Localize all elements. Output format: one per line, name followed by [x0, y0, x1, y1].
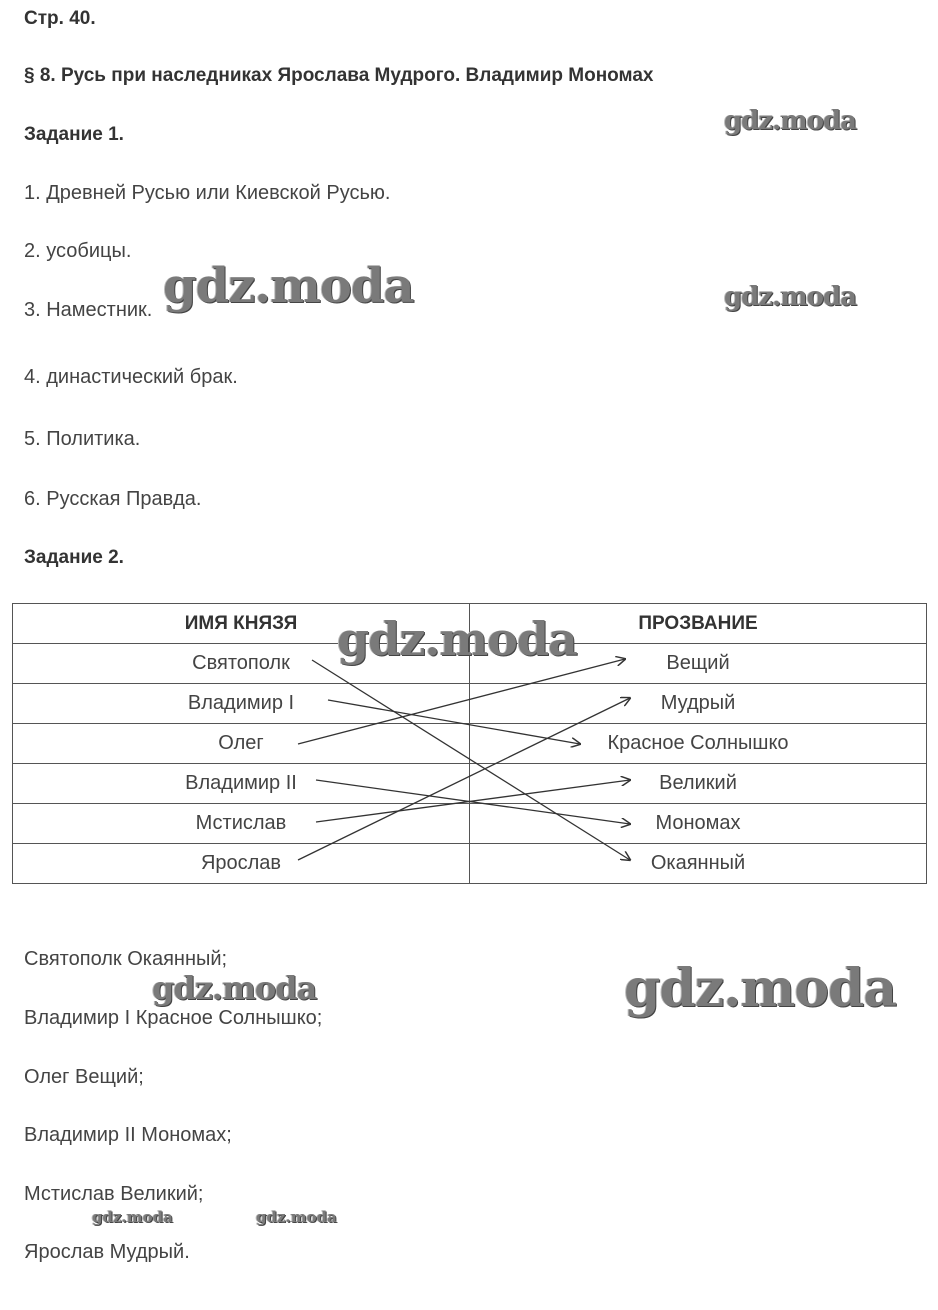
- task-1-answer-5: 5. Политика.: [24, 428, 141, 450]
- arrow-vladimir1-krasnoe-solnyshko: [328, 700, 580, 744]
- watermark: gdz.moda: [724, 282, 857, 312]
- task-1-title: Задание 1.: [24, 124, 124, 145]
- arrow-yaroslav-mudry: [298, 698, 630, 860]
- task-2-answer-2: Владимир I Красное Солнышко;: [24, 1007, 323, 1029]
- arrow-oleg-veshchy: [298, 659, 625, 744]
- task-2-answer-4: Владимир II Мономах;: [24, 1124, 232, 1146]
- prince-name: Святополк: [13, 644, 470, 684]
- prince-name: Владимир II: [13, 764, 470, 804]
- task-2-answer-3: Олег Вещий;: [24, 1066, 144, 1088]
- watermark: gdz.moda: [256, 1208, 337, 1226]
- watermark: gdz.moda: [163, 258, 414, 314]
- prince-nickname: Красное Солнышко: [470, 724, 927, 764]
- task-1-answer-1: 1. Древней Русью или Киевской Русью.: [24, 182, 391, 204]
- column-header-name: ИМЯ КНЯЗЯ: [13, 604, 470, 644]
- watermark: gdz.moda: [724, 106, 857, 136]
- prince-nickname: Вещий: [470, 644, 927, 684]
- watermark: gdz.moda: [152, 969, 317, 1007]
- watermark: gdz.moda: [337, 612, 577, 666]
- prince-name: Владимир I: [13, 684, 470, 724]
- task-2-answer-5: Мстислав Великий;: [24, 1183, 204, 1205]
- task-1-answer-2: 2. усобицы.: [24, 240, 132, 262]
- task-2-answer-1: Святополк Окаянный;: [24, 948, 228, 970]
- prince-name: Ярослав: [13, 844, 470, 884]
- task-1-answer-4: 4. династический брак.: [24, 366, 238, 388]
- watermark: gdz.moda: [624, 958, 897, 1019]
- section-title: § 8. Русь при наследниках Ярослава Мудрого. Владимир Мономах: [24, 65, 654, 86]
- prince-nickname: Мономах: [470, 804, 927, 844]
- prince-nickname: Окаянный: [470, 844, 927, 884]
- prince-name: Олег: [13, 724, 470, 764]
- prince-name: Мстислав: [13, 804, 470, 844]
- prince-nickname: Мудрый: [470, 684, 927, 724]
- task-1-answer-6: 6. Русская Правда.: [24, 488, 202, 510]
- column-header-nickname: ПРОЗВАНИЕ: [470, 604, 927, 644]
- task-1-answer-3: 3. Наместник.: [24, 299, 153, 321]
- task-2-answer-6: Ярослав Мудрый.: [24, 1241, 190, 1263]
- watermark: gdz.moda: [92, 1208, 173, 1226]
- task-2-title: Задание 2.: [24, 547, 124, 568]
- page-number: Стр. 40.: [24, 8, 96, 29]
- prince-nickname: Великий: [470, 764, 927, 804]
